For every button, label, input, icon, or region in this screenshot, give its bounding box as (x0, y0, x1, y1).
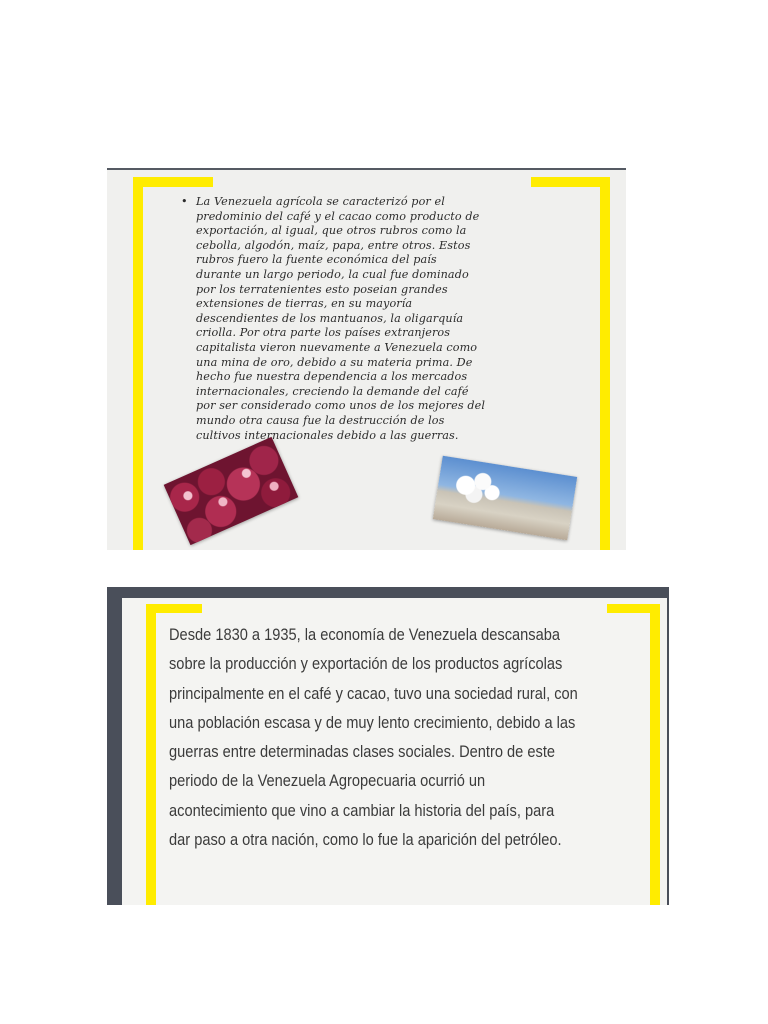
text-line: criolla. Por otra parte los países extranjeros (196, 326, 451, 340)
text-line: internacionales, creciendo la demande del café (196, 384, 469, 398)
yellow-frame-left-top (146, 604, 202, 613)
text-line: predominio del café y el cacao como producto de (196, 209, 480, 223)
text-line: descendientes de los mantuanos, la oligarquía (196, 311, 464, 325)
yellow-frame-right (650, 604, 660, 905)
text-line: acontecimiento que vino a cambiar la historia del país, para (169, 800, 555, 820)
yellow-frame-right-top (607, 604, 660, 613)
yellow-frame-left (133, 177, 143, 550)
slide2-panel (122, 598, 667, 905)
text-line: durante un largo periodo, la cual fue dominado (196, 267, 469, 281)
slide2-paragraph (169, 620, 582, 854)
text-line: cultivos internacionales debido a las guerras. (196, 428, 459, 442)
slide-agricultural-venezuela (107, 168, 626, 550)
yellow-frame-right (600, 177, 610, 550)
text-line: sobre la producción y exportación de los productos agrícolas (169, 654, 563, 674)
text-line: dar paso a otra nación, como lo fue la aparición del petróleo. (169, 830, 562, 850)
text-line: por ser considerado como unos de los mejores del (196, 399, 485, 413)
text-line: guerras entre determinadas clases sociales. Dentro de este (169, 742, 556, 762)
text-line: cebolla, algodón, maíz, papa, entre otros. Estos (196, 238, 471, 252)
text-line: hecho fue nuestra dependencia a los mercados (196, 370, 468, 384)
text-line: principalmente en el café y cacao, tuvo una sociedad rural, con (169, 683, 578, 703)
text-line: por los terratenientes esto poseian grandes (196, 282, 448, 296)
yellow-frame-left (146, 604, 156, 905)
text-line: extensiones de tierras, en su mayoría (196, 297, 413, 311)
text-line: rubros fuero la fuente económica del país (196, 253, 437, 267)
yellow-frame-left-top (133, 177, 213, 187)
onions-photo (164, 437, 299, 545)
cotton-field-photo (433, 456, 577, 540)
slide-economy-1830-1935 (107, 587, 669, 905)
text-line: exportación, al igual, que otros rubros como la (196, 224, 467, 238)
bullet-icon: • (181, 195, 188, 208)
text-line: Desde 1830 a 1935, la economía de Venezuela descansaba (169, 625, 560, 644)
text-line: mundo otra causa fue la destrucción de los (196, 413, 445, 427)
text-line: periodo de la Venezuela Agropecuaria ocurrió un (169, 771, 486, 791)
slide1-paragraph (181, 195, 536, 443)
yellow-frame-right-top (531, 177, 610, 187)
text-line: capitalista vieron nuevamente a Venezuela como (196, 340, 478, 354)
text-line: una población escasa y de muy lento crecimiento, debido a las (169, 712, 576, 732)
text-line: La Venezuela agrícola se caracterizó por el (196, 195, 445, 208)
text-line: una mina de oro, debido a su materia prima. De (196, 355, 473, 369)
